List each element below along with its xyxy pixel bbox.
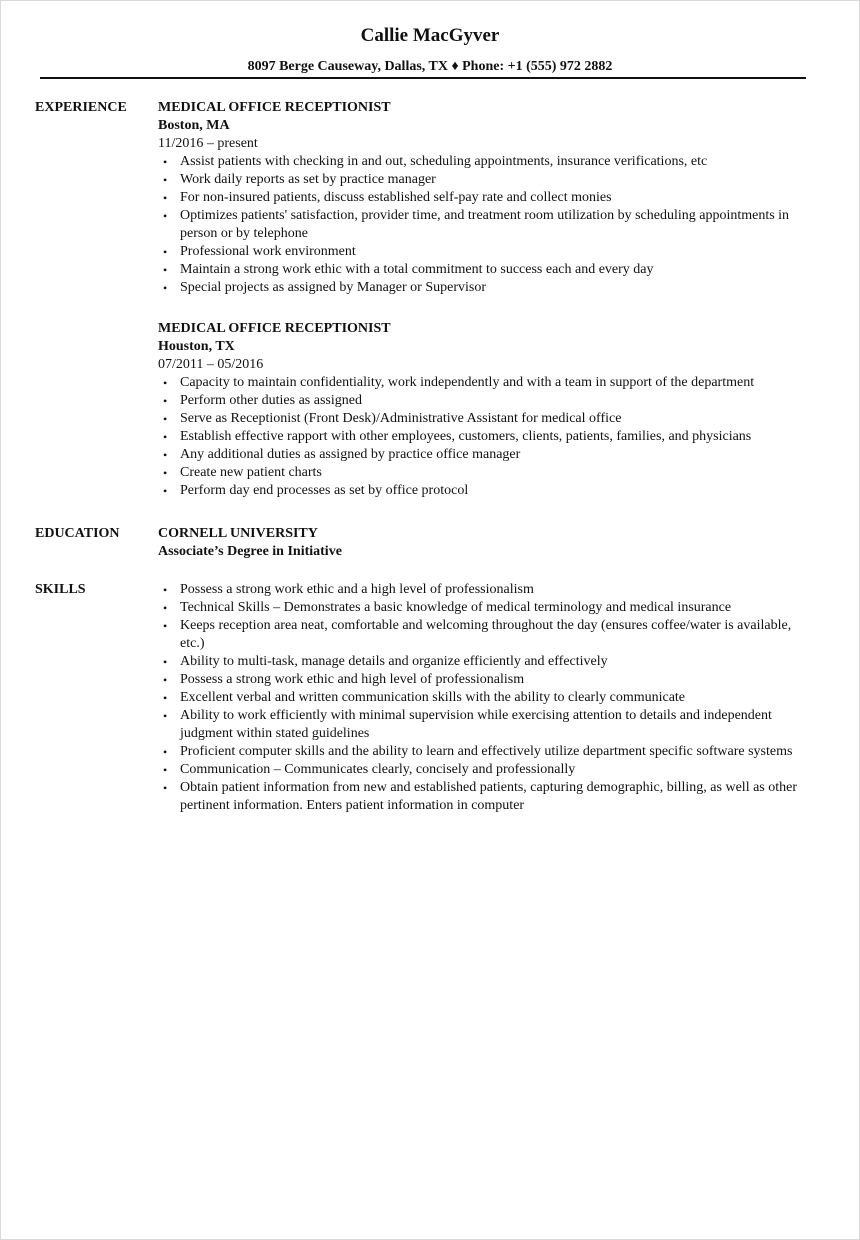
list-item: • Communication – Communicates clearly, concisely and professionally: [180, 761, 813, 779]
experience-body: [158, 99, 813, 523]
list-item: • Any additional duties as assigned by practice office manager: [180, 446, 813, 464]
list-item: • Possess a strong work ethic and high level of professionalism: [180, 671, 813, 689]
list-item: • Optimizes patients' satisfaction, provider time, and treatment room utilization by scheduling appointments in person or by telephone: [180, 207, 813, 243]
job-duties-list: [158, 374, 813, 500]
job-duties-list: [158, 153, 813, 297]
list-item: • Possess a strong work ethic and a high level of professionalism: [180, 581, 813, 599]
list-item: • Technical Skills – Demonstrates a basic knowledge of medical terminology and medical insurance: [180, 599, 813, 617]
job-dates: 11/2016 – present: [158, 136, 258, 151]
section-label-skills: SKILLS: [35, 582, 86, 597]
list-item: • Excellent verbal and written communication skills with the ability to clearly communicate: [180, 689, 813, 707]
list-item: • Capacity to maintain confidentiality, work independently and with a team in support of the department: [180, 374, 813, 392]
list-item: • Create new patient charts: [180, 464, 813, 482]
list-item: • Ability to work efficiently with minimal supervision while exercising attention to details and independent judgment within stated guidelines: [180, 707, 813, 743]
list-item: • For non-insured patients, discuss established self-pay rate and collect monies: [180, 189, 813, 207]
job-dates: 07/2011 – 05/2016: [158, 357, 264, 372]
list-item: • Keeps reception area neat, comfortable and welcoming throughout the day (ensures coffee/water is available, etc.): [180, 617, 813, 653]
skills-list: [158, 581, 813, 815]
list-item: • Perform day end processes as set by office protocol: [180, 482, 813, 500]
job-title: MEDICAL OFFICE RECEPTIONIST: [158, 321, 391, 336]
degree: Associate’s Degree in Initiative: [158, 544, 342, 559]
skills-body: [158, 581, 813, 815]
list-item: • Ability to multi-task, manage details and organize efficiently and effectively: [180, 653, 813, 671]
job-location: Boston, MA: [158, 118, 230, 133]
resume-header: [0, 24, 860, 76]
list-item: • Perform other duties as assigned: [180, 392, 813, 410]
education-body: [158, 525, 813, 561]
list-item: • Special projects as assigned by Manager or Supervisor: [180, 279, 813, 297]
job-location: Houston, TX: [158, 339, 235, 354]
header-divider: [40, 77, 806, 79]
section-label-education: EDUCATION: [35, 526, 120, 541]
job-title: MEDICAL OFFICE RECEPTIONIST: [158, 100, 391, 115]
contact-line: 8097 Berge Causeway, Dallas, TX ♦ Phone: +1 (555) 972 2882: [247, 59, 613, 74]
list-item: • Assist patients with checking in and out, scheduling appointments, insurance verifications, etc: [180, 153, 813, 171]
candidate-name: Callie MacGyver: [360, 25, 500, 46]
school-name: CORNELL UNIVERSITY: [158, 526, 318, 541]
list-item: • Establish effective rapport with other employees, customers, clients, patients, families, and physicians: [180, 428, 813, 446]
section-label-experience: EXPERIENCE: [35, 100, 127, 115]
list-item: • Professional work environment: [180, 243, 813, 261]
list-item: • Maintain a strong work ethic with a total commitment to success each and every day: [180, 261, 813, 279]
list-item: • Obtain patient information from new and established patients, capturing demographic, billing, as well as other pertinent information. Enters patient information in computer: [180, 779, 813, 815]
list-item: • Work daily reports as set by practice manager: [180, 171, 813, 189]
list-item: • Serve as Receptionist (Front Desk)/Administrative Assistant for medical office: [180, 410, 813, 428]
list-item: • Proficient computer skills and the ability to learn and effectively utilize department specific software systems: [180, 743, 813, 761]
job-entry: [158, 99, 813, 297]
job-entry: [158, 320, 813, 500]
